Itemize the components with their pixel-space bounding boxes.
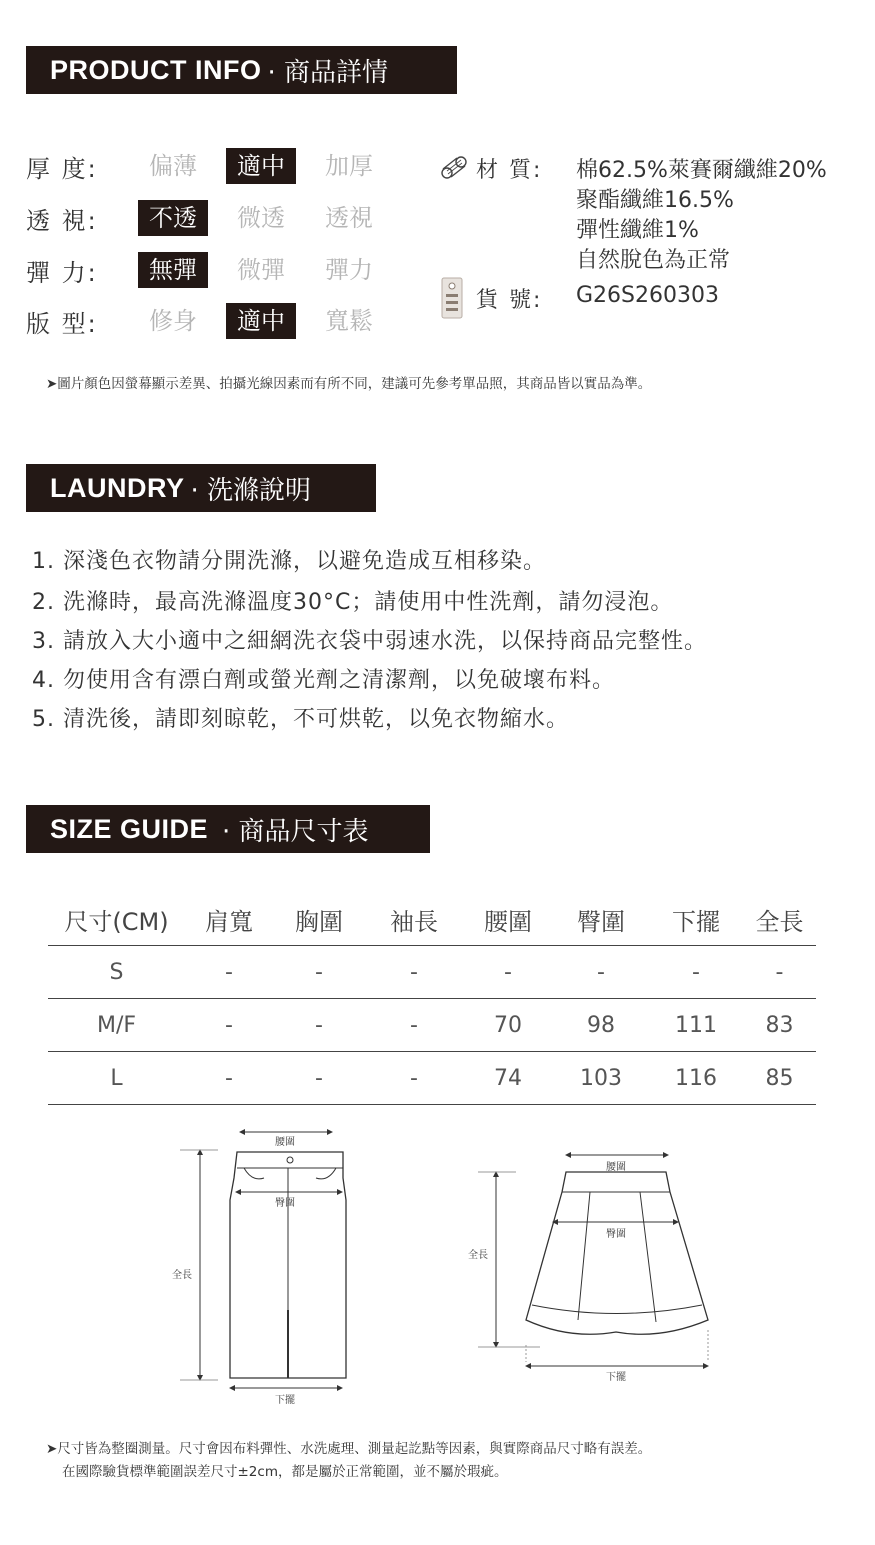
size-col-header: 全長 (743, 893, 816, 946)
size-cell: - (273, 946, 365, 999)
hem-label: 下擺 (606, 1372, 626, 1383)
laundry-subtitle: · 洗滌說明 (190, 475, 312, 506)
attr-row-transparency (26, 199, 402, 237)
sku-value: G26S260303 (576, 283, 719, 308)
size-col-header: 肩寬 (185, 893, 273, 946)
table-row (48, 946, 816, 999)
table-row (48, 999, 816, 1052)
attr-option: 修身 (149, 307, 197, 335)
size-cell: 74 (463, 1052, 553, 1105)
attr-option-selected: 適中 (226, 148, 296, 184)
material-line: 彈性纖維1% (576, 218, 699, 243)
size-col-header: 袖長 (365, 893, 463, 946)
attr-label: 厚 度: (26, 154, 98, 183)
size-cell: - (365, 946, 463, 999)
product-info-title: PRODUCT INFO (50, 54, 262, 85)
material-line: 棉62.5%萊賽爾纖維20% (576, 158, 827, 183)
attr-option-selected: 適中 (226, 303, 296, 339)
waist-label: 腰圍 (275, 1137, 295, 1148)
size-cell: - (365, 1052, 463, 1105)
size-note-line2: 在國際驗貨標準範圍誤差尺寸±2cm，都是屬於正常範圍，並不屬於瑕疵。 (62, 1464, 508, 1480)
hip-label: 臀圍 (275, 1198, 295, 1209)
size-cell: - (185, 1052, 273, 1105)
laundry-item: 1. 深淺色衣物請分開洗滌，以避免造成互相移染。 (32, 549, 546, 574)
size-cell: 85 (743, 1052, 816, 1105)
size-cell: - (185, 946, 273, 999)
tag-icon (439, 276, 465, 320)
attr-option: 偏薄 (149, 152, 197, 180)
size-cell: L (48, 1052, 185, 1105)
attr-option: 寬鬆 (325, 307, 373, 335)
size-col-header: 胸圍 (273, 893, 365, 946)
size-guide-header (26, 805, 430, 853)
product-info-subtitle: · 商品詳情 (267, 57, 389, 88)
attr-label: 彈 力: (26, 258, 98, 287)
size-cell: S (48, 946, 185, 999)
attr-row-thickness (26, 147, 402, 185)
material-line: 自然脫色為正常 (576, 248, 731, 273)
pencil-skirt-diagram (160, 1120, 360, 1415)
hem-label: 下擺 (275, 1395, 295, 1406)
waist-label: 腰圍 (606, 1162, 626, 1173)
hip-label: 臀圍 (606, 1229, 626, 1240)
size-cell: - (649, 946, 743, 999)
size-note-line1: ➤尺寸皆為整圈測量。尺寸會因布料彈性、水洗處理、測量起訖點等因素，與實際商品尺寸略有誤差。 (46, 1441, 652, 1457)
attr-row-fit (26, 302, 402, 340)
size-guide-title: SIZE GUIDE (50, 813, 209, 844)
size-table (48, 893, 816, 1105)
attr-label: 透 視: (26, 206, 98, 235)
size-table-header-row (48, 893, 816, 946)
product-info-header (26, 46, 457, 94)
size-cell: 116 (649, 1052, 743, 1105)
attr-label: 版 型: (26, 309, 98, 338)
size-guide-subtitle: · 商品尺寸表 (222, 816, 369, 847)
attr-row-elasticity (26, 251, 402, 289)
sku-label: 貨 號: (476, 288, 543, 313)
laundry-item: 2. 洗滌時，最高洗滌溫度30°C；請使用中性洗劑，請勿浸泡。 (32, 590, 674, 615)
size-cell: - (463, 946, 553, 999)
table-row (48, 1052, 816, 1105)
length-label: 全長 (468, 1250, 488, 1261)
size-cell: - (273, 1052, 365, 1105)
attr-option: 加厚 (325, 152, 373, 180)
laundry-header (26, 464, 376, 512)
size-cell: - (743, 946, 816, 999)
size-cell: - (185, 999, 273, 1052)
attr-option-selected: 無彈 (138, 252, 208, 288)
size-col-header: 尺寸(CM) (48, 893, 185, 946)
laundry-item: 4. 勿使用含有漂白劑或螢光劑之清潔劑，以免破壞布料。 (32, 668, 615, 693)
attr-option: 透視 (325, 204, 373, 232)
size-cell: 98 (553, 999, 649, 1052)
attr-option: 微透 (237, 204, 285, 232)
a-line-skirt-diagram (460, 1140, 720, 1390)
laundry-item: 3. 請放入大小適中之細網洗衣袋中弱速水洗，以保持商品完整性。 (32, 629, 707, 654)
size-col-header: 臀圍 (553, 893, 649, 946)
size-cell: - (553, 946, 649, 999)
size-cell: M/F (48, 999, 185, 1052)
thread-spool-icon (437, 153, 471, 181)
size-cell: 83 (743, 999, 816, 1052)
material-line: 聚酯纖維16.5% (576, 188, 734, 213)
size-cell: - (273, 999, 365, 1052)
size-cell: - (365, 999, 463, 1052)
size-col-header: 腰圍 (463, 893, 553, 946)
attr-option: 微彈 (237, 256, 285, 284)
laundry-title: LAUNDRY (50, 472, 185, 503)
material-label: 材 質: (476, 158, 543, 183)
size-cell: 103 (553, 1052, 649, 1105)
color-disclaimer-note: ➤圖片顏色因螢幕顯示差異、拍攝光線因素而有所不同，建議可先參考單品照，其商品皆以實品為準。 (46, 376, 652, 392)
size-cell: 111 (649, 999, 743, 1052)
size-col-header: 下擺 (649, 893, 743, 946)
size-cell: 70 (463, 999, 553, 1052)
attr-option: 彈力 (325, 256, 373, 284)
length-label: 全長 (172, 1270, 192, 1281)
laundry-item: 5. 清洗後，請即刻晾乾，不可烘乾，以免衣物縮水。 (32, 707, 569, 732)
attr-option-selected: 不透 (138, 200, 208, 236)
